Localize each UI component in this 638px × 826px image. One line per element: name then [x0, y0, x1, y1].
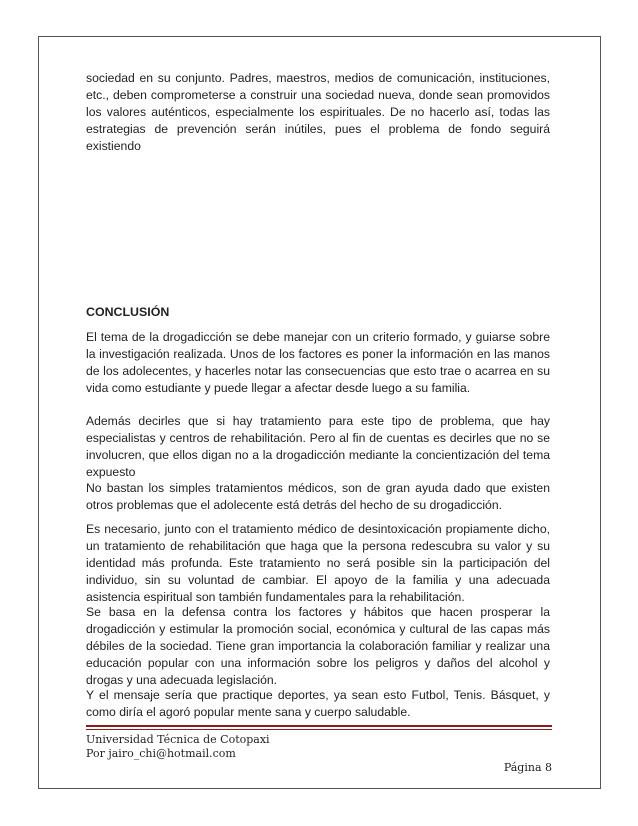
footer-rule-thin	[86, 729, 552, 730]
footer-rule-thick	[86, 725, 552, 727]
conclusion-paragraph-6: Y el mensaje sería que practique deportes, ya sean esto Futbol, Tenis. Básquet, y como diría el agoró popular mente sana y cuerpo saludable.	[86, 688, 550, 719]
conclusion-heading: CONCLUSIÓN	[86, 305, 170, 319]
conclusion-paragraph-3: No bastan los simples tratamientos médicos, son de gran ayuda dado que existen otros problemas que el adolecente está detrás del hecho de su drogadicción.	[86, 481, 550, 512]
conclusion-paragraph-5: Se basa en la defensa contra los factores y hábitos que hacen prosperar la drogadicción y estimular la promoción social, económica y cultural de las capas más débiles de la sociedad. Tiene gran importancia la colaboración familiar y realizar una educación popular con una información sobre los peligros y daños del alcohol y drogas y una adecuada legislación.	[86, 605, 550, 687]
conclusion-paragraph-4: Es necesario, junto con el tratamiento médico de desintoxicación propiamente dicho, un tratamiento de rehabilitación que haga que la persona redescubra su valor y su identidad más profunda. Este tratamiento no será posible sin la participación del individuo, sin su voluntad de cambiar. El apoyo de la familia y una adecuada asistencia espiritual son también fundamentales para la rehabilitación.	[86, 522, 550, 604]
conclusion-paragraph-2: Además decirles que si hay tratamiento para este tipo de problema, que hay especialistas y centros de rehabilitación. Pero al fin de cuentas es decirles que no se involucren, que ellos digan no a la drogadicción mediante la concientización del tema expuesto	[86, 414, 550, 479]
footer-author: Por jairo_chi@hotmail.com	[86, 747, 236, 760]
intro-paragraph: sociedad en su conjunto. Padres, maestros, medios de comunicación, instituciones, etc., deben comprometerse a construir una sociedad nueva, donde sean promovidos los valores auténticos, especialmente los espirituales. De no hacerlo así, todas las estrategias de prevención serán inútiles, pues el problema de fondo seguirá existiendo	[86, 71, 550, 153]
footer-university: Universidad Técnica de Cotopaxi	[86, 733, 270, 746]
conclusion-paragraph-1: El tema de la drogadicción se debe manejar con un criterio formado, y guiarse sobre la investigación realizada. Unos de los factores es poner la información en las manos de los adolecentes, y hacerles notar las consecuencias que esto trae o acarrea en su vida como estudiante y puede llegar a afectar desde luego a su familia.	[86, 330, 550, 395]
page-number: Página 8	[503, 761, 552, 774]
